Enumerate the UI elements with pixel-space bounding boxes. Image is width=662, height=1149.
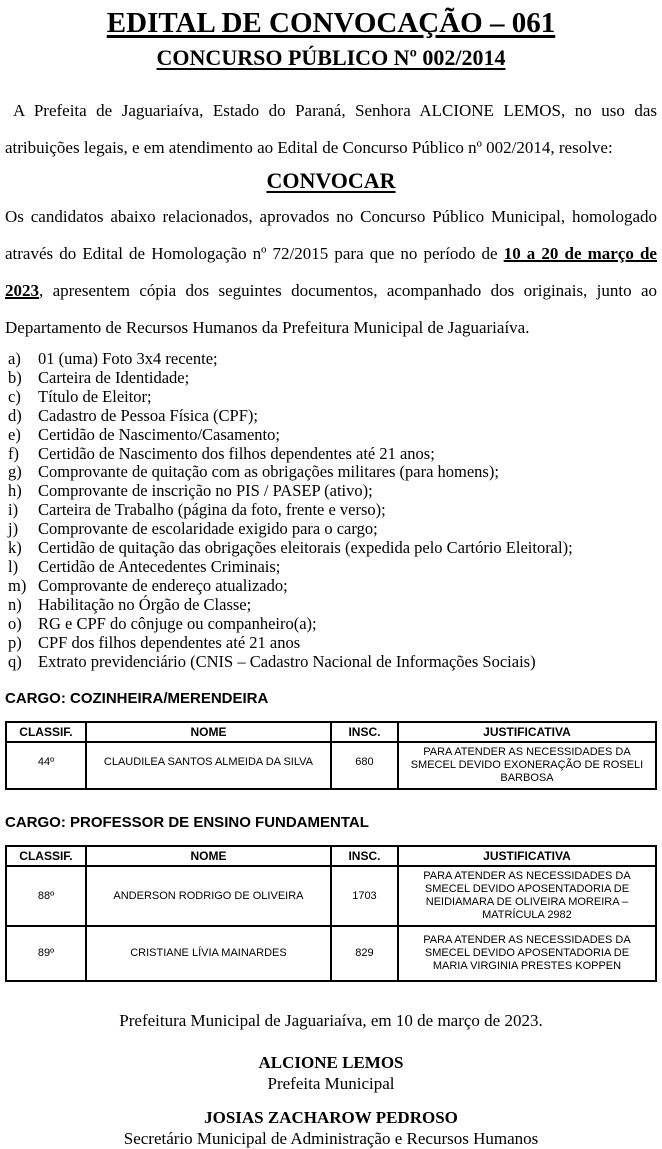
- list-item-marker: o): [8, 613, 22, 633]
- signature-role: Prefeita Municipal: [267, 1074, 395, 1094]
- list-item-marker: k): [8, 538, 22, 558]
- signature-blocks: [5, 1052, 657, 1149]
- dateline: Prefeitura Municipal de Jaguariaíva, em 10 de março de 2023.: [119, 1011, 543, 1031]
- list-item: [5, 388, 657, 407]
- signature-block: [5, 1107, 657, 1149]
- column-header-justificativa: JUSTIFICATIVA: [398, 722, 656, 742]
- signature-block: [5, 1052, 657, 1094]
- list-item-text: Comprovante de escolaridade exigido para o cargo;: [38, 519, 378, 539]
- signature-name: JOSIAS ZACHAROW PEDROSO: [204, 1108, 458, 1128]
- column-header-justificativa: JUSTIFICATIVA: [398, 846, 656, 866]
- cargo-table-head: [6, 722, 656, 742]
- list-item-text: CPF dos filhos dependentes até 21 anos: [38, 632, 301, 652]
- cell-classif: 89º: [6, 926, 86, 981]
- list-item-text: Comprovante de quitação com as obrigações militares (para homens);: [38, 462, 499, 482]
- list-item-marker: g): [8, 462, 22, 482]
- cell-nome: CLAUDILEA SANTOS ALMEIDA DA SILVA: [86, 742, 331, 789]
- cell-nome: ANDERSON RODRIGO DE OLIVEIRA: [86, 866, 331, 926]
- column-header-insc: INSC.: [331, 722, 398, 742]
- intro-paragraph: A Prefeita de Jaguariaíva, Estado do Paraná, Senhora ALCIONE LEMOS, no uso das atribuições legais, e em atendimento ao Edital de Concurso Público nº 002/2014, resolve:: [5, 101, 657, 157]
- cell-insc: 1703: [331, 866, 398, 926]
- list-item: [5, 445, 657, 464]
- list-item: [5, 369, 657, 388]
- list-item: [5, 463, 657, 482]
- cargo-section: [5, 691, 657, 790]
- body-paragraph: [5, 198, 657, 346]
- list-item: [5, 520, 657, 539]
- list-item-text: Carteira de Trabalho (página da foto, frente e verso);: [38, 500, 386, 520]
- list-item-marker: c): [8, 386, 21, 406]
- list-item: [5, 653, 657, 672]
- cell-justificativa: PARA ATENDER AS NECESSIDADES DA SMECEL DEVIDO APOSENTADORIA DE MARIA VIRGINIA PRESTES KOPPEN: [398, 926, 656, 981]
- list-item-text: Carteira de Identidade;: [38, 367, 190, 387]
- convocar-heading: CONVOCAR: [266, 168, 396, 193]
- list-item: [5, 558, 657, 577]
- list-item: [5, 407, 657, 426]
- body-text-before: Os candidatos abaixo relacionados, aprovados no Concurso Público Municipal, homologado através do Edital de Homologação nº 72/2015 para que no período de: [5, 207, 657, 263]
- signature-role: Secretário Municipal de Administração e Recursos Humanos: [123, 1129, 539, 1149]
- list-item-marker: p): [8, 632, 22, 652]
- list-item-marker: f): [8, 443, 19, 463]
- column-header-classif: CLASSIF.: [6, 722, 86, 742]
- list-item: [5, 350, 657, 369]
- list-item: [5, 577, 657, 596]
- document-footer: [5, 1010, 657, 1149]
- list-item-marker: i): [8, 500, 19, 520]
- list-item-text: Cadastro de Pessoa Física (CPF);: [38, 405, 258, 425]
- cargo-heading: CARGO: PROFESSOR DE ENSINO FUNDAMENTAL: [5, 814, 369, 832]
- cargo-sections: [5, 691, 657, 982]
- column-header-nome: NOME: [86, 846, 331, 866]
- cell-classif: 44º: [6, 742, 86, 789]
- list-item-marker: b): [8, 367, 22, 387]
- list-item-text: Certidão de Nascimento/Casamento;: [38, 424, 280, 444]
- table-row: [6, 926, 656, 981]
- cargo-table-body: [6, 866, 656, 981]
- list-item-text: RG e CPF do cônjuge ou companheiro(a);: [38, 613, 317, 633]
- list-item: [5, 615, 657, 634]
- list-item-marker: q): [8, 651, 22, 671]
- list-item-text: Comprovante de inscrição no PIS / PASEP (ativo);: [38, 481, 373, 501]
- list-item-marker: j): [8, 519, 19, 539]
- list-item-marker: e): [8, 424, 21, 444]
- list-item-text: 01 (uma) Foto 3x4 recente;: [38, 349, 218, 368]
- list-item-marker: m): [8, 575, 27, 595]
- cargo-table-header-row: [6, 722, 656, 742]
- list-item: [5, 501, 657, 520]
- list-item-marker: a): [8, 349, 21, 368]
- cargo-section: [5, 815, 657, 982]
- cell-justificativa: PARA ATENDER AS NECESSIDADES DA SMECEL DEVIDO EXONERAÇÃO DE ROSELI BARBOSA: [398, 742, 656, 789]
- cell-justificativa: PARA ATENDER AS NECESSIDADES DA SMECEL DEVIDO APOSENTADORIA DE NEIDIAMARA DE OLIVEIRA MOREIRA – MATRÍCULA 2982: [398, 866, 656, 926]
- body-text-emphasis: 10 a 20 de março de 2023: [5, 244, 657, 300]
- cell-insc: 829: [331, 926, 398, 981]
- signature-name: ALCIONE LEMOS: [258, 1053, 404, 1073]
- body-text-after: , apresentem cópia dos seguintes documentos, acompanhado dos originais, junto ao Departamento de Recursos Humanos da Prefeitura Municipal de Jaguariaíva.: [5, 281, 657, 337]
- column-header-nome: NOME: [86, 722, 331, 742]
- cargo-table: [5, 721, 657, 790]
- list-item-marker: n): [8, 594, 22, 614]
- column-header-classif: CLASSIF.: [6, 846, 86, 866]
- document-list: [5, 350, 657, 671]
- cell-classif: 88º: [6, 866, 86, 926]
- list-item-text: Comprovante de endereço atualizado;: [38, 575, 288, 595]
- list-item: [5, 426, 657, 445]
- list-item-text: Título de Eleitor;: [38, 386, 152, 406]
- table-row: [6, 742, 656, 789]
- cargo-table-body: [6, 742, 656, 789]
- list-item-text: Certidão de Antecedentes Criminais;: [38, 556, 281, 576]
- list-item-text: Certidão de quitação das obrigações eleitorais (expedida pelo Cartório Eleitoral);: [38, 538, 573, 558]
- cell-nome: CRISTIANE LÍVIA MAINARDES: [86, 926, 331, 981]
- list-item-marker: h): [8, 481, 22, 501]
- cell-insc: 680: [331, 742, 398, 789]
- list-item: [5, 634, 657, 653]
- document-title: EDITAL DE CONVOCAÇÃO – 061: [106, 7, 556, 39]
- document-subtitle: CONCURSO PÚBLICO Nº 002/2014: [156, 45, 506, 70]
- list-item: [5, 539, 657, 558]
- list-item-marker: l): [8, 556, 19, 576]
- list-item: [5, 482, 657, 501]
- list-item-text: Certidão de Nascimento dos filhos dependentes até 21 anos;: [38, 443, 435, 463]
- list-item: [5, 596, 657, 615]
- list-item-text: Habilitação no Órgão de Classe;: [38, 594, 252, 614]
- cargo-table-header-row: [6, 846, 656, 866]
- list-item-text: Extrato previdenciário (CNIS – Cadastro Nacional de Informações Sociais): [38, 651, 536, 671]
- list-item-marker: d): [8, 405, 22, 425]
- cargo-table: [5, 845, 657, 982]
- cargo-table-head: [6, 846, 656, 866]
- table-row: [6, 866, 656, 926]
- cargo-heading: CARGO: COZINHEIRA/MERENDEIRA: [5, 690, 269, 708]
- column-header-insc: INSC.: [331, 846, 398, 866]
